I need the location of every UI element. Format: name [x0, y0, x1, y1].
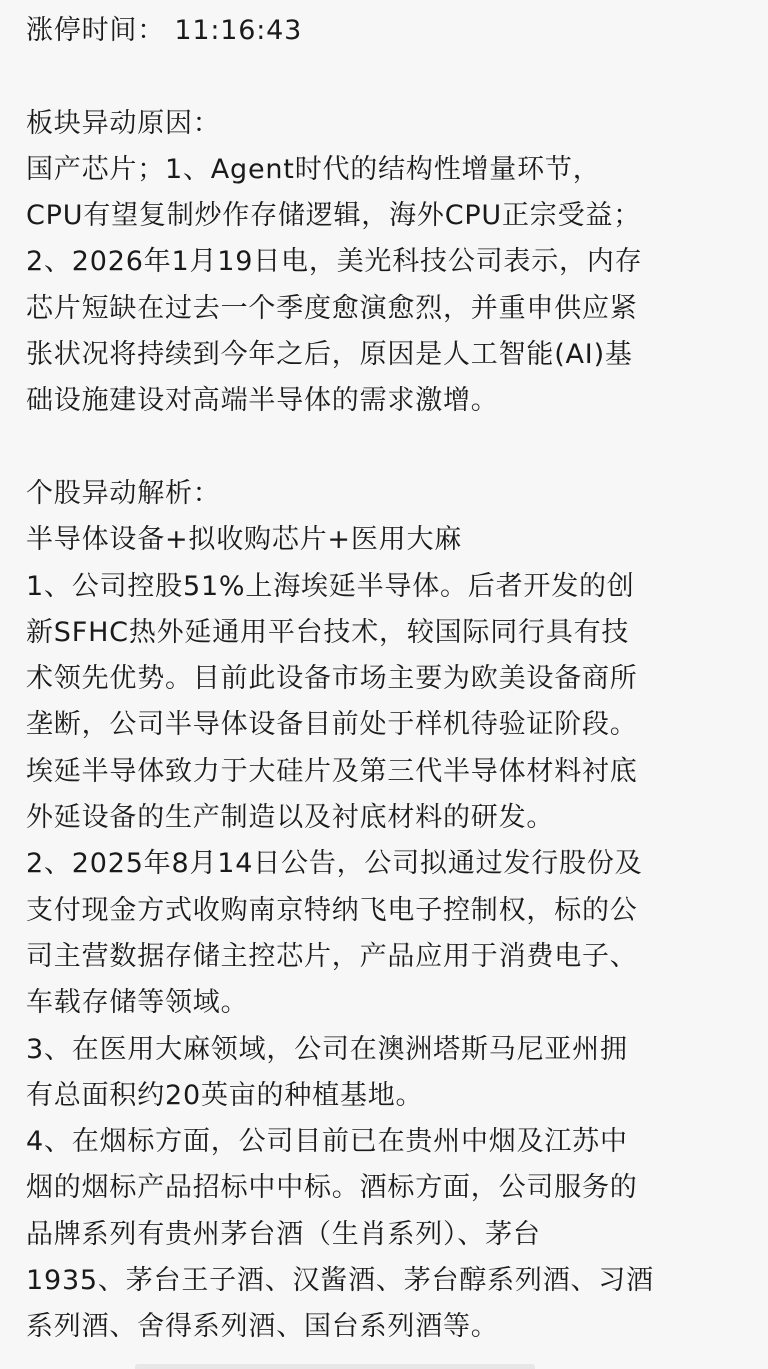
stock-analysis-line: 有总面积约20英亩的种植基地。 — [26, 1079, 424, 1111]
limit-up-time: 涨停时间： 11:16:43 — [26, 15, 303, 46]
stock-analysis-line: 司主营数据存储主控芯片，产品应用于消费电子、 — [26, 940, 638, 972]
stock-analysis-line: 烟的烟标产品招标中中标。酒标方面，公司服务的 — [26, 1172, 638, 1204]
sector-reason-line: 芯片短缺在过去一个季度愈演愈烈，并重申供应紧 — [26, 292, 638, 324]
spacer — [26, 54, 746, 100]
sector-reason-line: 2、2026年1月19日电，美光科技公司表示，内存 — [26, 246, 643, 278]
stock-analysis-line: 系列酒、舍得系列酒、国台系列酒等。 — [26, 1311, 499, 1343]
spacer — [26, 425, 746, 471]
sector-reason-line: 础设施建设对高端半导体的需求激增。 — [26, 385, 499, 417]
sector-reason-line: 张状况将持续到今年之后，原因是人工智能(AI)基 — [26, 339, 633, 371]
stock-analysis-line: 外延设备的生产制造以及衬底材料的研发。 — [26, 802, 555, 834]
stock-analysis-line: 车载存储等领域。 — [26, 987, 249, 1019]
stock-analysis-line: 垄断，公司半导体设备目前处于样机待验证阶段。 — [26, 709, 638, 741]
sector-reason-line: 国产芯片；1、Agent时代的结构性增量环节， — [26, 153, 601, 185]
stock-analysis-line: 4、在烟标方面，公司目前已在贵州中烟及江苏中 — [26, 1126, 628, 1158]
stock-analysis-line: 1、公司控股51%上海埃延半导体。后者开发的创 — [26, 570, 635, 602]
stock-analysis-line: 埃延半导体致力于大硅片及第三代半导体材料衬底 — [26, 755, 638, 787]
stock-analysis-line: 2、2025年8月14日公告，公司拟通过发行股份及 — [26, 848, 643, 880]
stock-analysis-line: 支付现金方式收购南京特纳飞电子控制权，标的公 — [26, 894, 638, 926]
sector-reason-heading: 板块异动原因： — [26, 107, 221, 139]
document-body — [26, 8, 746, 1351]
stock-analysis-heading: 个股异动解析： — [26, 477, 221, 509]
stock-analysis-line: 品牌系列有贵州茅台酒（生肖系列）、茅台 — [26, 1218, 541, 1250]
stock-analysis-line: 新SFHC热外延通用平台技术，较国际同行具有技 — [26, 616, 630, 648]
stock-analysis-line: 1935、茅台王子酒、汉酱酒、茅台醇系列酒、习酒 — [26, 1265, 654, 1297]
sector-reason-line: CPU有望复制炒作存储逻辑，海外CPU正宗受益； — [26, 200, 641, 232]
stock-analysis-line: 半导体设备+拟收购芯片+医用大麻 — [26, 524, 463, 556]
bottom-bar-hint — [135, 1364, 535, 1369]
stock-analysis-line: 3、在医用大麻领域，公司在澳洲塔斯马尼亚州拥 — [26, 1033, 628, 1065]
stock-analysis-line: 术领先优势。目前此设备市场主要为欧美设备商所 — [26, 663, 638, 695]
